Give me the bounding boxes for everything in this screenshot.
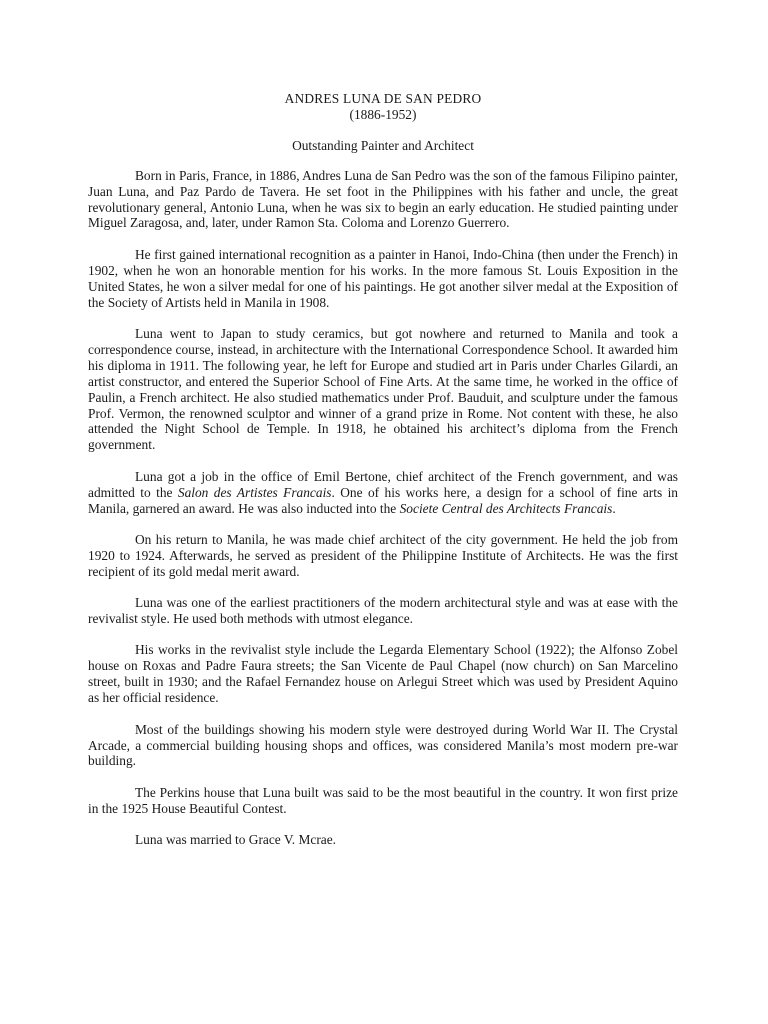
document-subtitle: Outstanding Painter and Architect — [292, 137, 474, 153]
paragraph-birth: Born in Paris, France, in 1886, Andres Luna de San Pedro was the son of the famous Filipino painter, Juan Luna, and Paz Pardo de Tavera. He set foot in the Philippines with his father and uncle, the great revolutionary general, Antonio Luna, when he was six to begin an early education. He studied painting under Miguel Zaragosa, and, later, under Ramon Sta. Coloma and Lorenzo Guerrero. — [88, 167, 678, 231]
paragraph-recognition: He first gained international recognition as a painter in Hanoi, Indo-China (then under the French) in 1902, when he won an honorable mention for his works. In the more famous St. Louis Exposition in the United States, he won a silver medal for one of his paintings. He got another silver medal at the Exposition of the Society of Artists held in Manila in 1908. — [88, 246, 678, 310]
paragraph-text: Luna got a job in the office of Emil Bertone, chief architect of the French government, and was admitted to the — [88, 468, 678, 500]
paragraph-modern-works: Most of the buildings showing his modern style were destroyed during World War II. The Crystal Arcade, a commercial building housing shops and offices, was considered Manila’s most modern pre-war building. — [88, 721, 678, 769]
paragraph-text: . — [612, 500, 616, 516]
paragraph-revivalist-works: His works in the revivalist style include the Legarda Elementary School (1922); the Alfonso Zobel house on Roxas and Padre Faura streets; the San Vicente de Paul Chapel (now church) on San Marcelino street, built in 1930; and the Rafael Fernandez house on Arlegui Street which was used by President Aquino as her official residence. — [88, 642, 678, 706]
document-page — [88, 91, 678, 848]
document-years: (1886-1952) — [349, 106, 417, 122]
paragraph-marriage: Luna was married to Grace V. Mcrae. — [135, 832, 337, 848]
paragraph-education: Luna went to Japan to study ceramics, but got nowhere and returned to Manila and took a correspondence course, instead, in architecture with the International Correspondence School. It awarded him his diploma in 1911. The following year, he left for Europe and studied art in Paris under Charles Gilardi, an artist constructor, and entered the Superior School of Fine Arts. At the same time, he worked in the office of Paulin, a French architect. He also studied mathematics under Prof. Bauduit, and sculpture under the famous Prof. Vermon, the renowned sculptor and winner of a grand prize in Rome. Not content with these, he also attended the Night School de Temple. In 1918, he obtained his architect’s diploma from the French government. — [88, 325, 678, 453]
paragraph-perkins-house: The Perkins house that Luna built was said to be the most beautiful in the country. It won first prize in the 1925 House Beautiful Contest. — [88, 784, 678, 816]
italic-salon-name: Salon des Artistes Francais — [177, 484, 332, 500]
document-title: ANDRES LUNA DE SAN PEDRO — [284, 91, 482, 106]
italic-societe-name: Societe Central des Architects Francais — [399, 500, 613, 516]
paragraph-french-career — [88, 469, 678, 517]
paragraph-styles: Luna was one of the earliest practitioners of the modern architectural style and was at ease with the revivalist style. He used both methods with utmost elegance. — [88, 595, 678, 627]
paragraph-text: . One of his works here, a design for a school of fine arts in Manila, garnered an award. He was also inducted into the — [88, 484, 678, 516]
paragraph-return-manila: On his return to Manila, he was made chief architect of the city government. He held the job from 1920 to 1924. Afterwards, he served as president of the Philippine Institute of Architects. He was the first recipient of its gold medal merit award. — [88, 531, 678, 579]
